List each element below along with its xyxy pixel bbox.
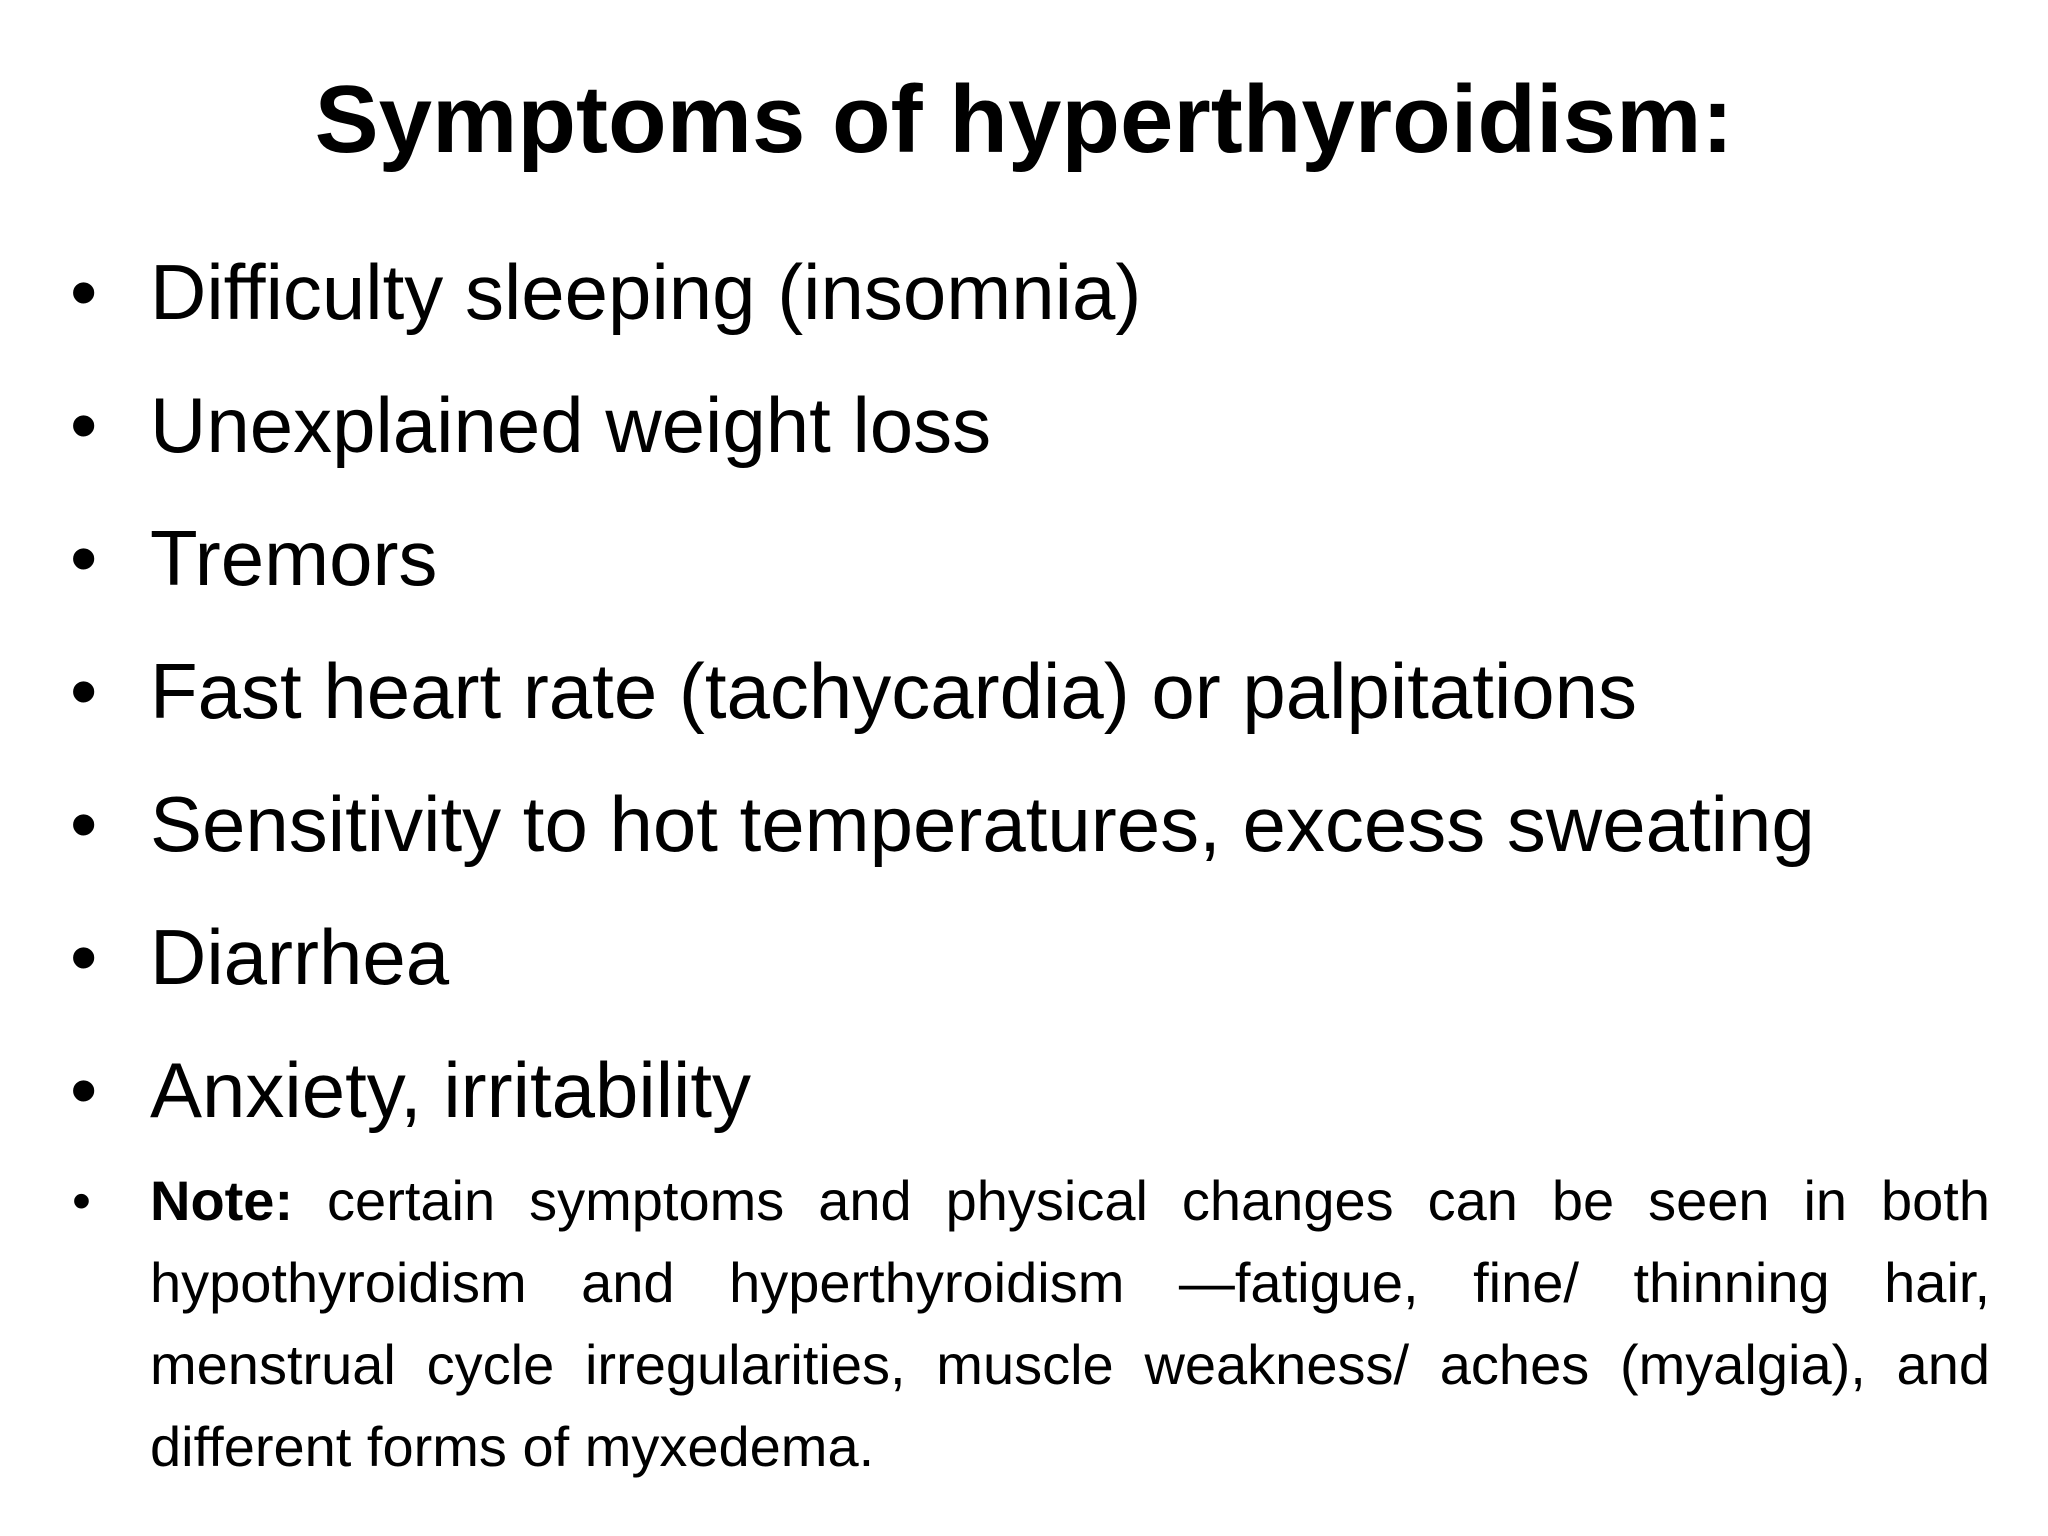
bullet-icon: • xyxy=(70,514,98,602)
symptom-text: Difficulty sleeping (insomnia) xyxy=(150,248,1142,336)
note-paragraph xyxy=(150,1160,1990,1488)
note-label: Note: xyxy=(150,1169,294,1232)
symptom-list xyxy=(0,240,2048,1171)
list-item xyxy=(0,1038,2048,1171)
bullet-icon: • xyxy=(70,1046,98,1134)
symptom-text: Tremors xyxy=(150,514,438,602)
bullet-icon: • xyxy=(70,780,98,868)
list-item xyxy=(0,905,2048,1038)
symptom-text: Unexplained weight loss xyxy=(150,381,992,469)
list-item xyxy=(0,506,2048,639)
list-item xyxy=(0,373,2048,506)
bullet-icon: • xyxy=(72,1171,91,1231)
list-item xyxy=(0,639,2048,772)
symptom-text: Diarrhea xyxy=(150,913,450,1001)
bullet-icon: • xyxy=(70,381,98,469)
list-item xyxy=(0,772,2048,905)
symptom-text: Anxiety, irritability xyxy=(150,1046,752,1134)
symptom-text: Fast heart rate (tachycardia) or palpitations xyxy=(150,647,1638,735)
list-item xyxy=(0,240,2048,373)
note-body: certain symptoms and physical changes can be seen in both hypothyroidism and hyperthyroidism —fatigue, fine/ thinning hair, menstrual cycle irregularities, muscle weakness/ aches (myalgia), and different forms of myxedema. xyxy=(150,1169,1990,1478)
slide-title: Symptoms of hyperthyroidism: xyxy=(314,66,1734,173)
bullet-icon: • xyxy=(70,647,98,735)
bullet-icon: • xyxy=(70,913,98,1001)
symptom-text: Sensitivity to hot temperatures, excess sweating xyxy=(150,780,1815,868)
bullet-icon: • xyxy=(70,248,98,336)
